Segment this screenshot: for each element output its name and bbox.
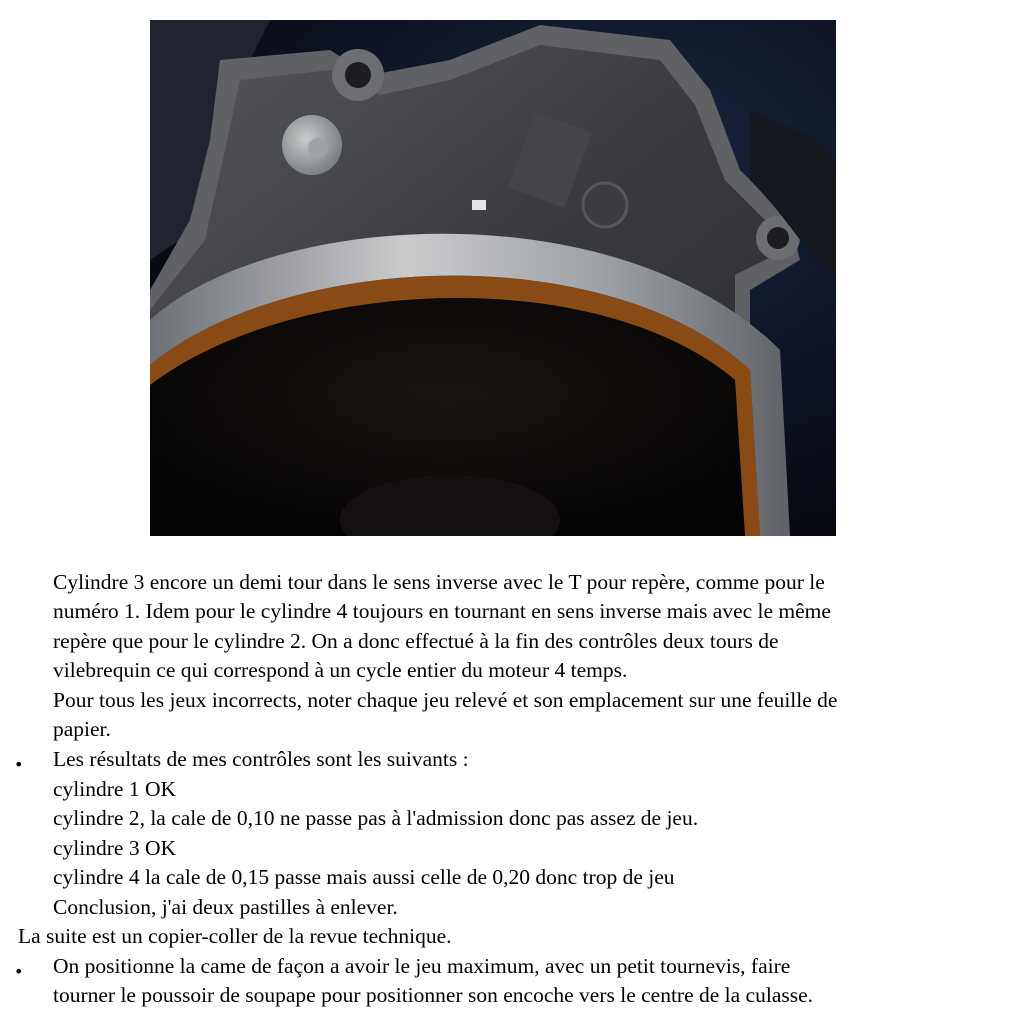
paragraph-1-line-2: numéro 1. Idem pour le cylindre 4 toujours en tournant en sens inverse mais avec le même	[53, 599, 831, 623]
engine-photo	[150, 20, 836, 536]
results-line-3: cylindre 2, la cale de 0,10 ne passe pas à l'admission donc pas assez de jeu.	[53, 806, 699, 830]
paragraph-4-line-1: La suite est un copier-coller de la revue technique.	[18, 924, 452, 948]
results-line-6: Conclusion, j'ai deux pastilles à enlever.	[53, 895, 398, 919]
results-line-1: Les résultats de mes contrôles sont les suivants :	[53, 747, 469, 771]
paragraph-1-line-1: Cylindre 3 encore un demi tour dans le sens inverse avec le T pour repère, comme pour le	[53, 570, 825, 594]
bullet-2: •	[14, 962, 24, 981]
paragraph-2-line-1: Pour tous les jeux incorrects, noter chaque jeu relevé et son emplacement sur une feuille de	[53, 688, 838, 712]
paragraph-1-line-3: repère que pour le cylindre 2. On a donc effectué à la fin des contrôles deux tours de	[53, 629, 779, 653]
results-line-5: cylindre 4 la cale de 0,15 passe mais aussi celle de 0,20 donc trop de jeu	[53, 865, 675, 889]
paragraph-1-line-4: vilebrequin ce qui correspond à un cycle entier du moteur 4 temps.	[53, 658, 628, 682]
paragraph-5-line-1: On positionne la came de façon a avoir le jeu maximum, avec un petit tournevis, faire	[53, 954, 791, 978]
paragraph-5-line-2: tourner le poussoir de soupape pour positionner son encoche vers le centre de la culasse.	[53, 983, 814, 1007]
results-line-4: cylindre 3 OK	[53, 836, 176, 860]
paragraph-2-line-2: papier.	[53, 717, 111, 741]
results-line-2: cylindre 1 OK	[53, 777, 176, 801]
bullet-1: •	[14, 755, 24, 774]
